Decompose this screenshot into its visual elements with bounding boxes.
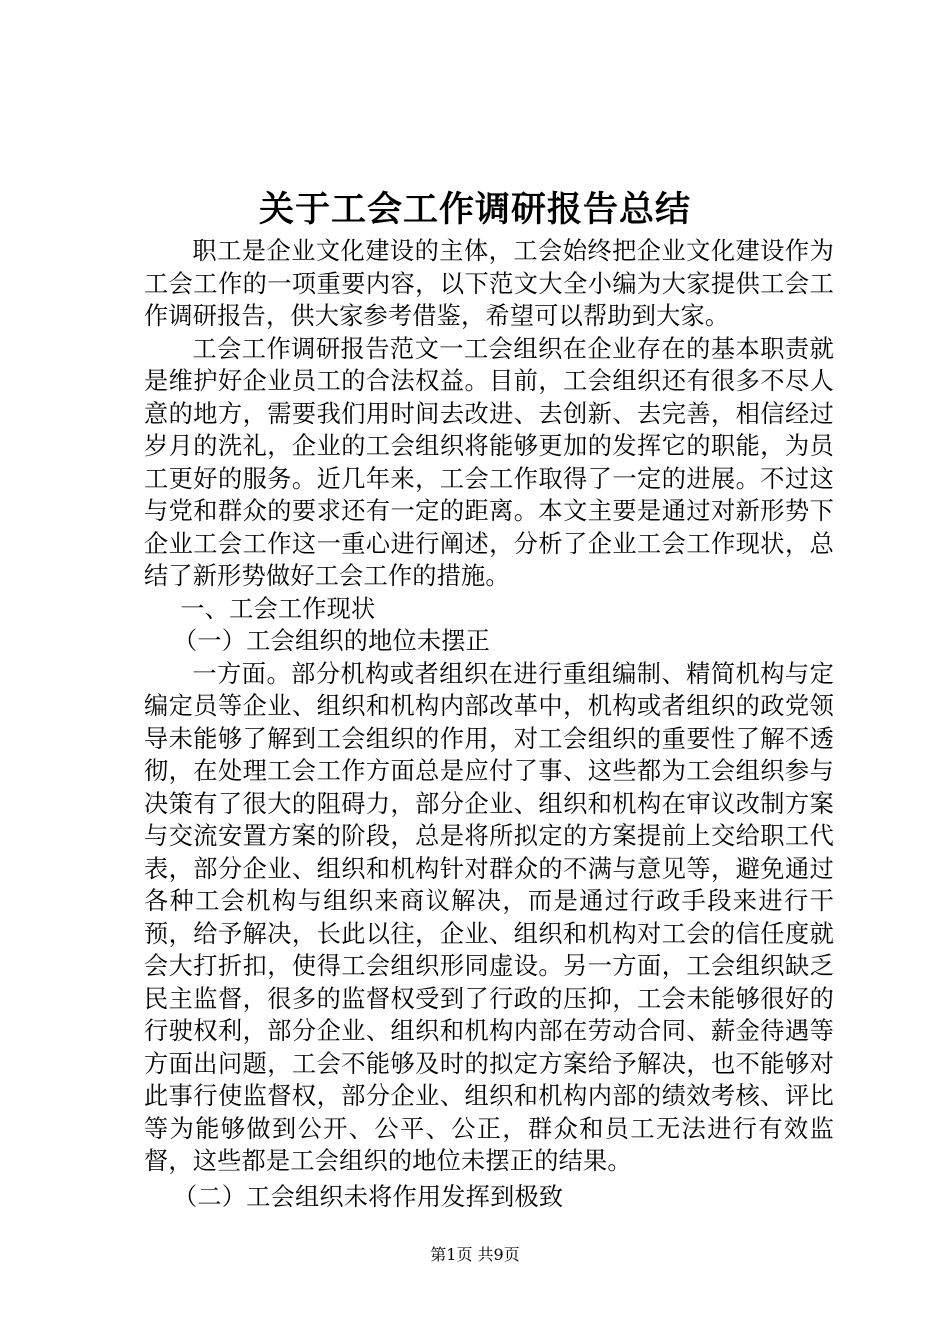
subsection-heading: （一）工会组织的地位未摆正: [173, 627, 491, 655]
document-body: [144, 235, 834, 1213]
document-title: 关于工会工作调研报告总结: [258, 190, 691, 230]
section-heading: 一、工会工作现状: [180, 594, 376, 623]
page-number-footer: 第1页 共9页: [430, 1245, 520, 1264]
body-paragraph: 一方面。部分机构或者组织在进行重组编制、精简机构与定编定员等企业、组织和机构内部改革中，机构或者组织的政党领导未能够了解到工会组织的作用，对工会组织的重要性了解不透彻，在处理工会工作方面总是应付了事、这些都为工会组织参与决策有了很大的阻碍力，部分企业、组织和机构在审议改制方案与交流安置方案的阶段，总是将所拟定的方案提前上交给职工代表，部分企业、组织和机构针对群众的不满与意见等，避免通过各种工会机构与组织来商议解决，而是通过行政手段来进行干预，给予解决，长此以往，企业、组织和机构对工会的信任度就会大打折扣，使得工会组织形同虚设。另一方面，工会组织缺乏民主监督，很多的监督权受到了行政的压抑，工会未能够很好的行驶权利，部分企业、组织和机构内部在劳动合同、薪金待遇等方面出问题，工会不能够及时的拟定方案给予解决，也不能够对此事行使监督权，部分企业、组织和机构内部的绩效考核、评比等为能够做到公开、公平、公正，群众和员工无法进行有效监督，这些都是工会组织的地位未摆正的结果。: [144, 659, 834, 1175]
intro-paragraph: 职工是企业文化建设的主体，工会始终把企业文化建设作为工会工作的一项重要内容，以下范文大全小编为大家提供工会工作调研报告，供大家参考借鉴，希望可以帮助到大家。: [144, 237, 834, 330]
subsection-heading: （二）工会组织未将作用发挥到极致: [173, 1182, 564, 1211]
body-paragraph: 工会工作调研报告范文一工会组织在企业存在的基本职责就是维护好企业员工的合法权益。目前，工会组织还有很多不尽人意的地方，需要我们用时间去改进、去创新、去完善，相信经过岁月的洗礼，企业的工会组织将能够更加的发挥它的职能，为员工更好的服务。近几年来，工会工作取得了一定的进展。不过这与党和群众的要求还有一定的距离。本文主要是通过对新形势下企业工会工作这一重心进行阐述，分析了企业工会工作现状，总结了新形势做好工会工作的措施。: [144, 334, 834, 590]
